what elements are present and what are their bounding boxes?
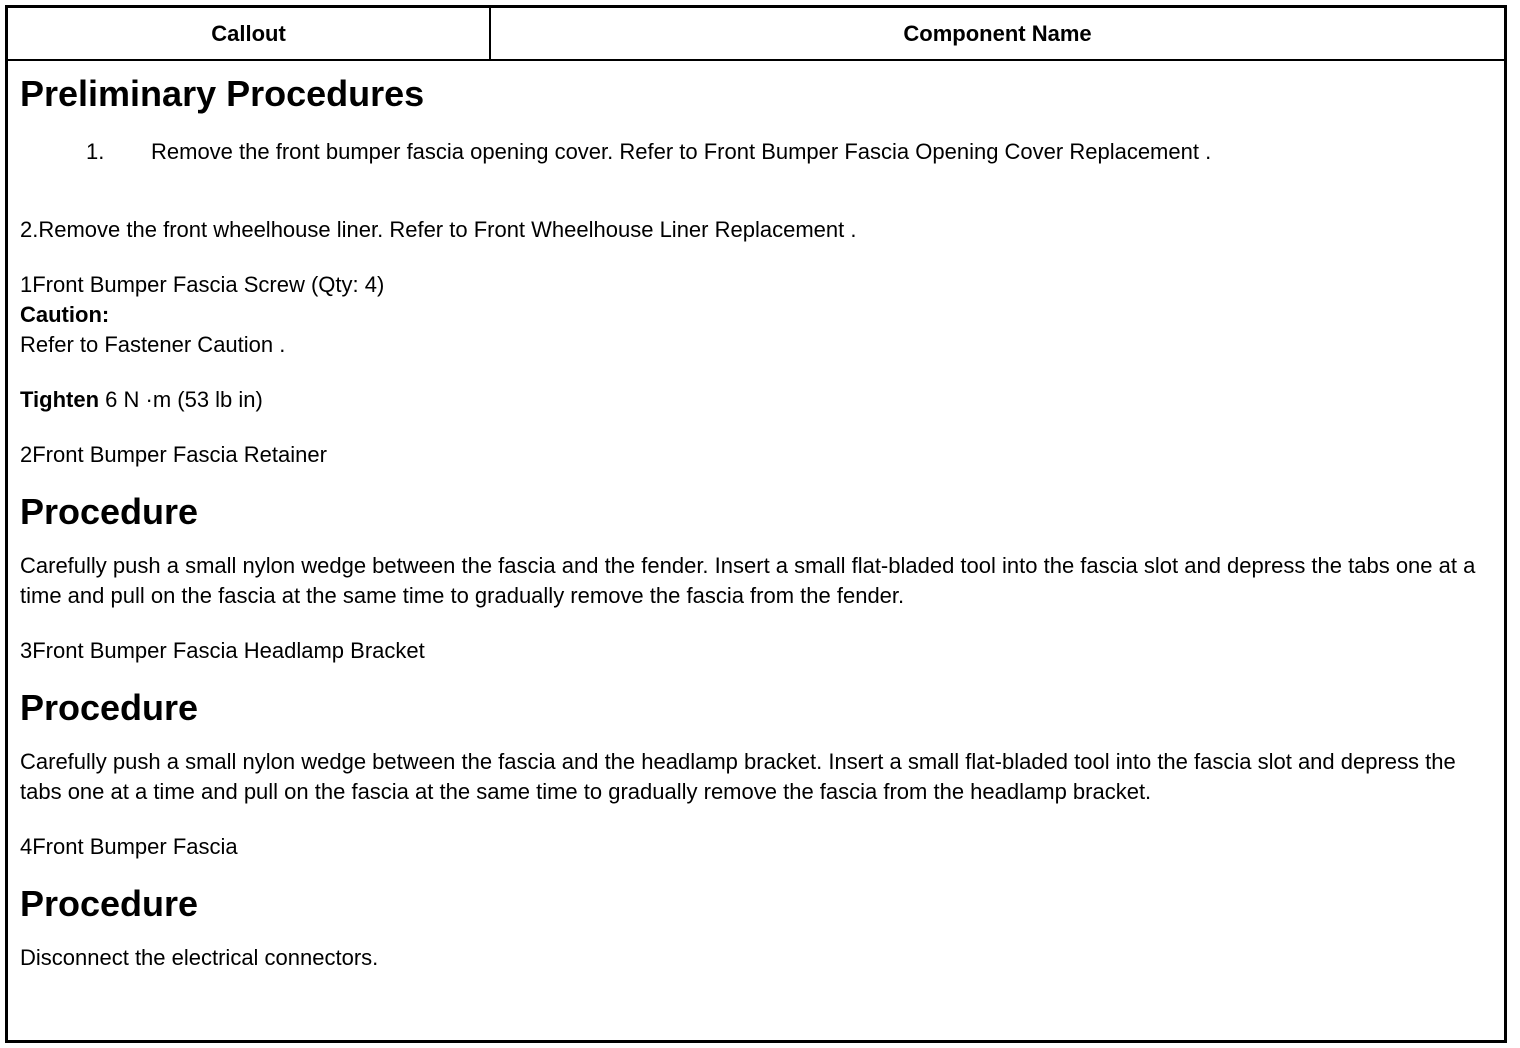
procedure-table xyxy=(5,5,1507,1043)
item-2-procedure-heading: Procedure xyxy=(20,491,199,532)
preliminary-step-2: 2.Remove the front wheelhouse liner. Refer to Front Wheelhouse Liner Replacement . xyxy=(20,217,857,242)
step-1-text: Remove the front bumper fascia opening cover. Refer to Front Bumper Fascia Opening Cover Replacement . xyxy=(151,139,1212,164)
item-3-procedure-text: Carefully push a small nylon wedge between the fascia and the headlamp bracket. Insert a small flat-bladed tool into the fascia slot and depress the tabs one at a time and pull on the fascia at the same time to gradually remove the fascia from the headlamp bracket. xyxy=(20,749,1456,804)
tighten-spec xyxy=(20,385,1492,415)
item-3-procedure-heading: Procedure xyxy=(20,687,199,728)
caution-text: Refer to Fastener Caution . xyxy=(20,332,286,357)
step-1-number: 1. xyxy=(86,139,105,164)
item-4-procedure-text: Disconnect the electrical connectors. xyxy=(20,945,379,970)
item-3-name: 3Front Bumper Fascia Headlamp Bracket xyxy=(20,638,425,663)
caution-label: Caution: xyxy=(20,302,110,327)
item-4-name: 4Front Bumper Fascia xyxy=(20,834,238,859)
item-2-procedure-text: Carefully push a small nylon wedge between the fascia and the fender. Insert a small flat-bladed tool into the fascia slot and depress the tabs one at a time and pull on the fascia at the same time to gradually remove the fascia from the fender. xyxy=(20,553,1476,608)
tighten-value: 6 N ·m (53 lb in) xyxy=(99,387,263,412)
preliminary-procedures-heading: Preliminary Procedures xyxy=(20,73,425,114)
item-2-name: 2Front Bumper Fascia Retainer xyxy=(20,442,327,467)
tighten-label: Tighten xyxy=(20,387,100,412)
item-4-procedure-heading: Procedure xyxy=(20,883,199,924)
item-1-name: 1Front Bumper Fascia Screw (Qty: 4) xyxy=(20,272,385,297)
table-body xyxy=(8,61,1504,973)
component-name-column-header: Component Name xyxy=(903,20,1092,46)
callout-column-header: Callout xyxy=(8,8,491,59)
table-header xyxy=(8,8,1504,61)
preliminary-step-1 xyxy=(20,137,1492,167)
